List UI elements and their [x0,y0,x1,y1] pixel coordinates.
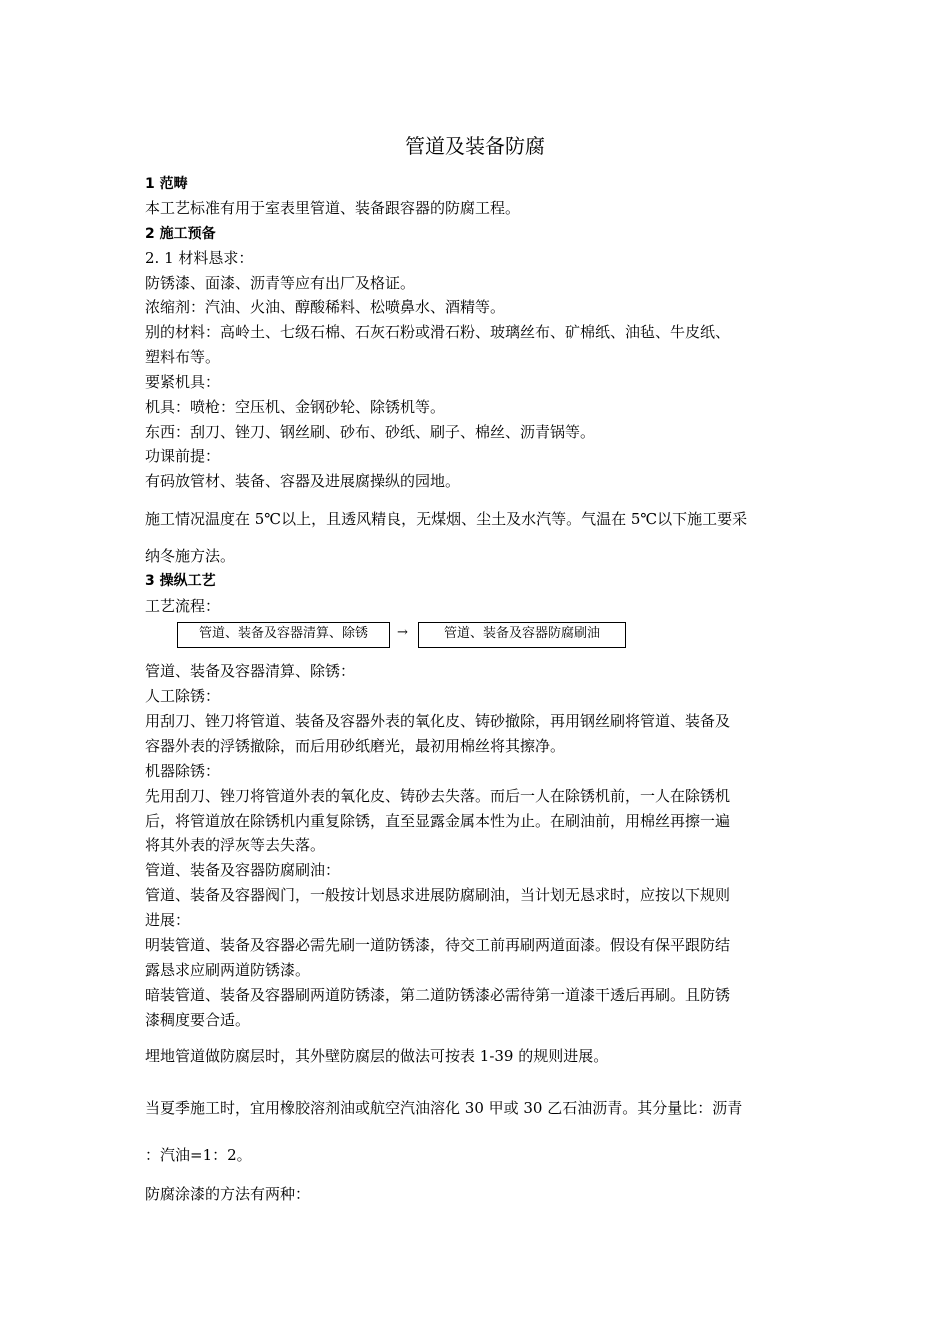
paragraph: 先用刮刀、锉刀将管道外表的氧化皮、铸砂去失落。而后一人在除锈机前，一人在除锈机 [145,787,731,805]
paragraph: 用刮刀、锉刀将管道、装备及容器外表的氧化皮、铸砂撤除，再用钢丝刷将管道、装备及 [145,712,731,730]
subsection-heading: 2. 1 材料恳求： [145,249,254,267]
paragraph: 管道、装备及容器阀门，一般按计划恳求进展防腐刷油，当计划无恳求时，应按以下规则 [145,886,731,904]
paragraph: 当夏季施工时，宜用橡胶溶剂油或航空汽油溶化 30 甲或 30 乙石油沥青。其分量比：沥青 [145,1099,743,1117]
flowchart-label: 工艺流程： [145,597,221,615]
paragraph: 进展： [145,911,191,929]
paragraph: 后，将管道放在除锈机内重复除锈，直至显露金属本性为止。在刷油前，用棉丝再擦一遍 [145,812,731,830]
paragraph: 防锈漆、面漆、沥青等应有出厂及格证。 [145,274,416,292]
paragraph: 功课前提： [145,447,221,465]
paragraph: 要紧机具： [145,373,221,391]
section-2-heading: 2 施工预备 [145,226,216,242]
paragraph: 机器除锈： [145,762,221,780]
paragraph: 浓缩剂：汽油、火油、醇酸稀料、松喷鼻水、酒精等。 [145,298,506,316]
paragraph: 施工情况温度在 5℃以上，且透风精良，无煤烟、尘土及水汽等。气温在 5℃以下施工要采 [145,510,748,528]
paragraph: 埋地管道做防腐层时，其外壁防腐层的做法可按表 1-39 的规则进展。 [145,1047,609,1065]
page-title: 管道及装备防腐 [405,134,545,158]
paragraph: 漆稠度要合适。 [145,1011,251,1029]
paragraph: 塑料布等。 [145,348,221,366]
paragraph: 别的材料：高岭土、七级石棉、石灰石粉或滑石粉、玻璃丝布、矿棉纸、油毡、牛皮纸、 [145,323,731,341]
flowchart-arrow-icon: → [397,625,408,640]
paragraph: 容器外表的浮锈撤除，而后用砂纸磨光，最初用棉丝将其擦净。 [145,737,566,755]
paragraph: 暗装管道、装备及容器刷两道防锈漆，第二道防锈漆必需待第一道漆干透后再刷。且防锈 [145,986,731,1004]
paragraph: 露恳求应刷两道防锈漆。 [145,961,311,979]
paragraph: 本工艺标准有用于室表里管道、装备跟容器的防腐工程。 [145,199,521,217]
paragraph: 东西：刮刀、锉刀、钢丝刷、砂布、砂纸、刷子、棉丝、沥青锅等。 [145,423,596,441]
paragraph: 管道、装备及容器清算、除锈： [145,662,356,680]
paragraph: 防腐涂漆的方法有两种： [145,1185,311,1203]
section-1-heading: 1 范畴 [145,176,188,192]
paragraph: ：汽油=1：2。 [145,1146,252,1164]
flowchart-step-2: 管道、装备及容器防腐刷油 [418,622,626,648]
paragraph: 将其外表的浮灰等去失落。 [145,836,326,854]
paragraph: 有码放管材、装备、容器及进展腐操纵的园地。 [145,472,461,490]
paragraph: 管道、装备及容器防腐刷油： [145,861,341,879]
section-3-heading: 3 操纵工艺 [145,573,216,589]
paragraph: 明装管道、装备及容器必需先刷一道防锈漆，待交工前再刷两道面漆。假设有保平跟防结 [145,936,731,954]
flowchart-step-1: 管道、装备及容器清算、除锈 [177,622,390,648]
paragraph: 人工除锈： [145,687,221,705]
paragraph: 机具：喷枪：空压机、金钢砂轮、除锈机等。 [145,398,446,416]
paragraph: 纳冬施方法。 [145,547,236,565]
